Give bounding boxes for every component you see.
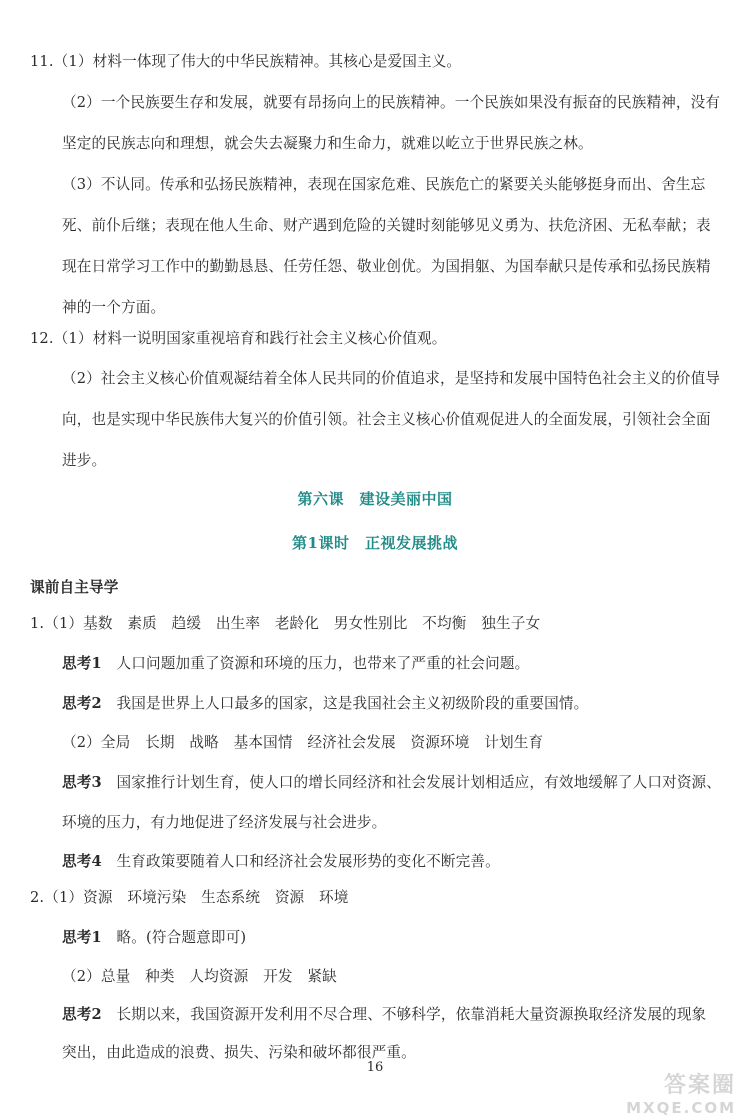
page-number: 16	[366, 1060, 384, 1075]
think-text: 长期以来，我国资源开发利用不尽合理、不够科学，依靠消耗大量资源换取经济发展的现象	[116, 1006, 707, 1023]
think-label: 思考1	[62, 655, 102, 672]
watermark-logo-text: 答案圈	[663, 1073, 736, 1098]
q11-part3-line1: （3）不认同。传承和弘扬民族精神，表现在国家危难、民族危亡的紧要关头能够挺身而出、舍生忘	[62, 176, 706, 193]
section-title: 课前自主导学	[30, 579, 119, 596]
think1-row	[62, 654, 529, 674]
item2-part2: （2）总量 种类 人均资源 开发 紧缺	[62, 968, 337, 985]
think-text: 国家推行计划生育，使人口的增长同经济和社会发展计划相适应，有效地缓解了人口对资源、	[116, 774, 722, 791]
watermark	[536, 1068, 736, 1117]
item1-part2: （2）全局 长期 战略 基本国情 经济社会发展 资源环境 计划生育	[62, 734, 544, 751]
think-label: 思考2	[62, 695, 102, 712]
think-text: 人口问题加重了资源和环境的压力，也带来了严重的社会问题。	[116, 655, 530, 672]
think2-row	[62, 694, 588, 714]
think-label: 思考3	[62, 774, 102, 791]
think4-row	[62, 852, 500, 872]
q11-part3-line4: 神的一个方面。	[62, 299, 166, 316]
watermark-url: MXQE.COM	[626, 1099, 736, 1117]
period-title: 第1课时 正视发展挑战	[292, 534, 458, 552]
think-label: 思考4	[62, 853, 102, 870]
think-label: 思考2	[62, 1006, 102, 1023]
lesson-title: 第六课 建设美丽中国	[297, 490, 453, 508]
q11-part3-line2: 死、前仆后继；表现在他人生命、财产遇到危险的关键时刻能够见义勇为、扶危济困、无私奉献；表	[62, 217, 711, 234]
q12-part2-line3: 进步。	[62, 452, 107, 469]
think-label: 思考1	[62, 929, 102, 946]
q11-part2-line2: 坚定的民族志向和理想，就会失去凝聚力和生命力，就难以屹立于世界民族之林。	[62, 135, 593, 152]
think-text: 略。(符合题意即可)	[116, 929, 247, 946]
item1-part1: 1.（1）基数 素质 趋缓 出生率 老龄化 男女性别比 不均衡 独生子女	[30, 615, 541, 632]
item2-think2-row	[62, 1005, 706, 1025]
q12-part2-line2: 向，也是实现中华民族伟大复兴的价值引领。社会主义核心价值观促进人的全面发展，引领社会全面	[62, 411, 711, 428]
item2-part1: 2.（1）资源 环境污染 生态系统 资源 环境	[30, 889, 349, 906]
think-text: 我国是世界上人口最多的国家，这是我国社会主义初级阶段的重要国情。	[116, 695, 589, 712]
item2-think1-row	[62, 928, 246, 948]
q11-part2-line1: （2）一个民族要生存和发展，就要有昂扬向上的民族精神。一个民族如果没有振奋的民族精神，没有	[62, 94, 721, 111]
think-text: 生育政策要随着人口和经济社会发展形势的变化不断完善。	[116, 853, 500, 870]
item2-think2-line2: 突出，由此造成的浪费、损失、污染和破坏都很严重。	[62, 1044, 416, 1061]
think3-line2: 环境的压力，有力地促进了经济发展与社会进步。	[62, 814, 387, 831]
q12-part2-line1: （2）社会主义核心价值观凝结着全体人民共同的价值追求，是坚持和发展中国特色社会主义的价值导	[62, 370, 721, 387]
q11-part1: 11.（1）材料一体现了伟大的中华民族精神。其核心是爱国主义。	[30, 53, 462, 70]
think3-row	[62, 773, 721, 793]
q12-part1: 12.（1）材料一说明国家重视培育和践行社会主义核心价值观。	[30, 330, 447, 347]
q11-part3-line3: 现在日常学习工作中的勤勤恳恳、任劳任怨、敬业创优。为国捐躯、为国奉献只是传承和弘扬民族精	[62, 258, 711, 275]
